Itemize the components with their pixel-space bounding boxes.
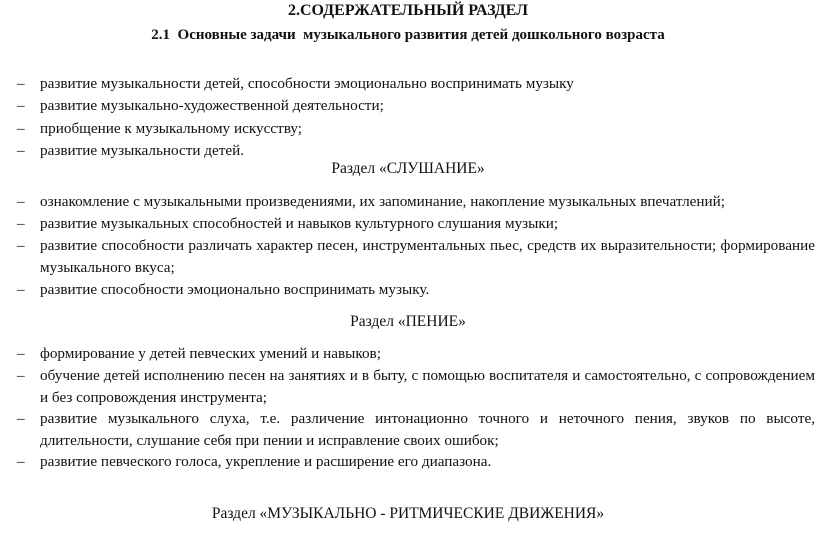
section-title-listening: Раздел «СЛУШАНИЕ» [331,160,485,177]
listening-item [17,235,815,279]
task-item [17,118,815,140]
singing-text: развитие музыкального слуха, т.е. различение интонационно точного и неточного пения, звуков по высоте, длительности, слушание себя при пении и исправление своих ошибок; [40,410,815,449]
section-title-rhythm: Раздел «МУЗЫКАЛЬНО - РИТМИЧЕСКИЕ ДВИЖЕНИЯ» [211,505,605,522]
listening-item [17,279,815,301]
dash-marker: – [17,453,25,470]
singing-item [17,343,815,365]
listening-text: ознакомление с музыкальными произведениями, их запоминание, накопление музыкальных впечатлений; [40,193,726,210]
dash-marker: – [17,193,25,210]
task-text: развитие музыкально-художественной деятельности; [40,97,384,114]
listening-text: развитие способности различать характер песен, инструментальных пьес, средств их выразительности; формирование музыкального вкуса; [40,237,815,276]
singing-item [17,451,815,473]
dash-marker: – [17,367,25,384]
subsection-heading: 2.1 Основные задачи музыкального развития детей дошкольного возраста [151,27,665,43]
dash-marker: – [17,281,25,298]
task-text: приобщение к музыкальному искусству; [40,120,302,137]
singing-item [17,365,815,409]
task-text: развитие музыкальности детей. [40,142,245,159]
listening-text: развитие способности эмоционально воспринимать музыку. [40,281,430,298]
dash-marker: – [17,120,25,137]
dash-marker: – [17,345,25,362]
task-item [17,95,815,117]
section-heading: 2.СОДЕРЖАТЕЛЬНЫЙ РАЗДЕЛ [287,2,529,19]
dash-marker: – [17,410,25,427]
singing-text: обучение детей исполнению песен на занятиях и в быту, с помощью воспитателя и самостоятельно, с сопровождением и без сопровождения инструмента; [40,367,815,406]
dash-marker: – [17,97,25,114]
dash-marker: – [17,142,25,159]
singing-text: формирование у детей певческих умений и навыков; [40,345,381,362]
dash-marker: – [17,237,25,254]
task-item [17,73,815,95]
task-text: развитие музыкальности детей, способности эмоционально воспринимать музыку [40,75,574,92]
dash-marker: – [17,75,25,92]
section-title-singing: Раздел «ПЕНИЕ» [350,313,466,330]
dash-marker: – [17,215,25,232]
listening-item [17,213,815,235]
singing-text: развитие певческого голоса, укрепление и расширение его диапазона. [40,453,492,470]
listening-text: развитие музыкальных способностей и навыков культурного слушания музыки; [40,215,559,232]
singing-item [17,408,815,452]
listening-item [17,191,815,213]
